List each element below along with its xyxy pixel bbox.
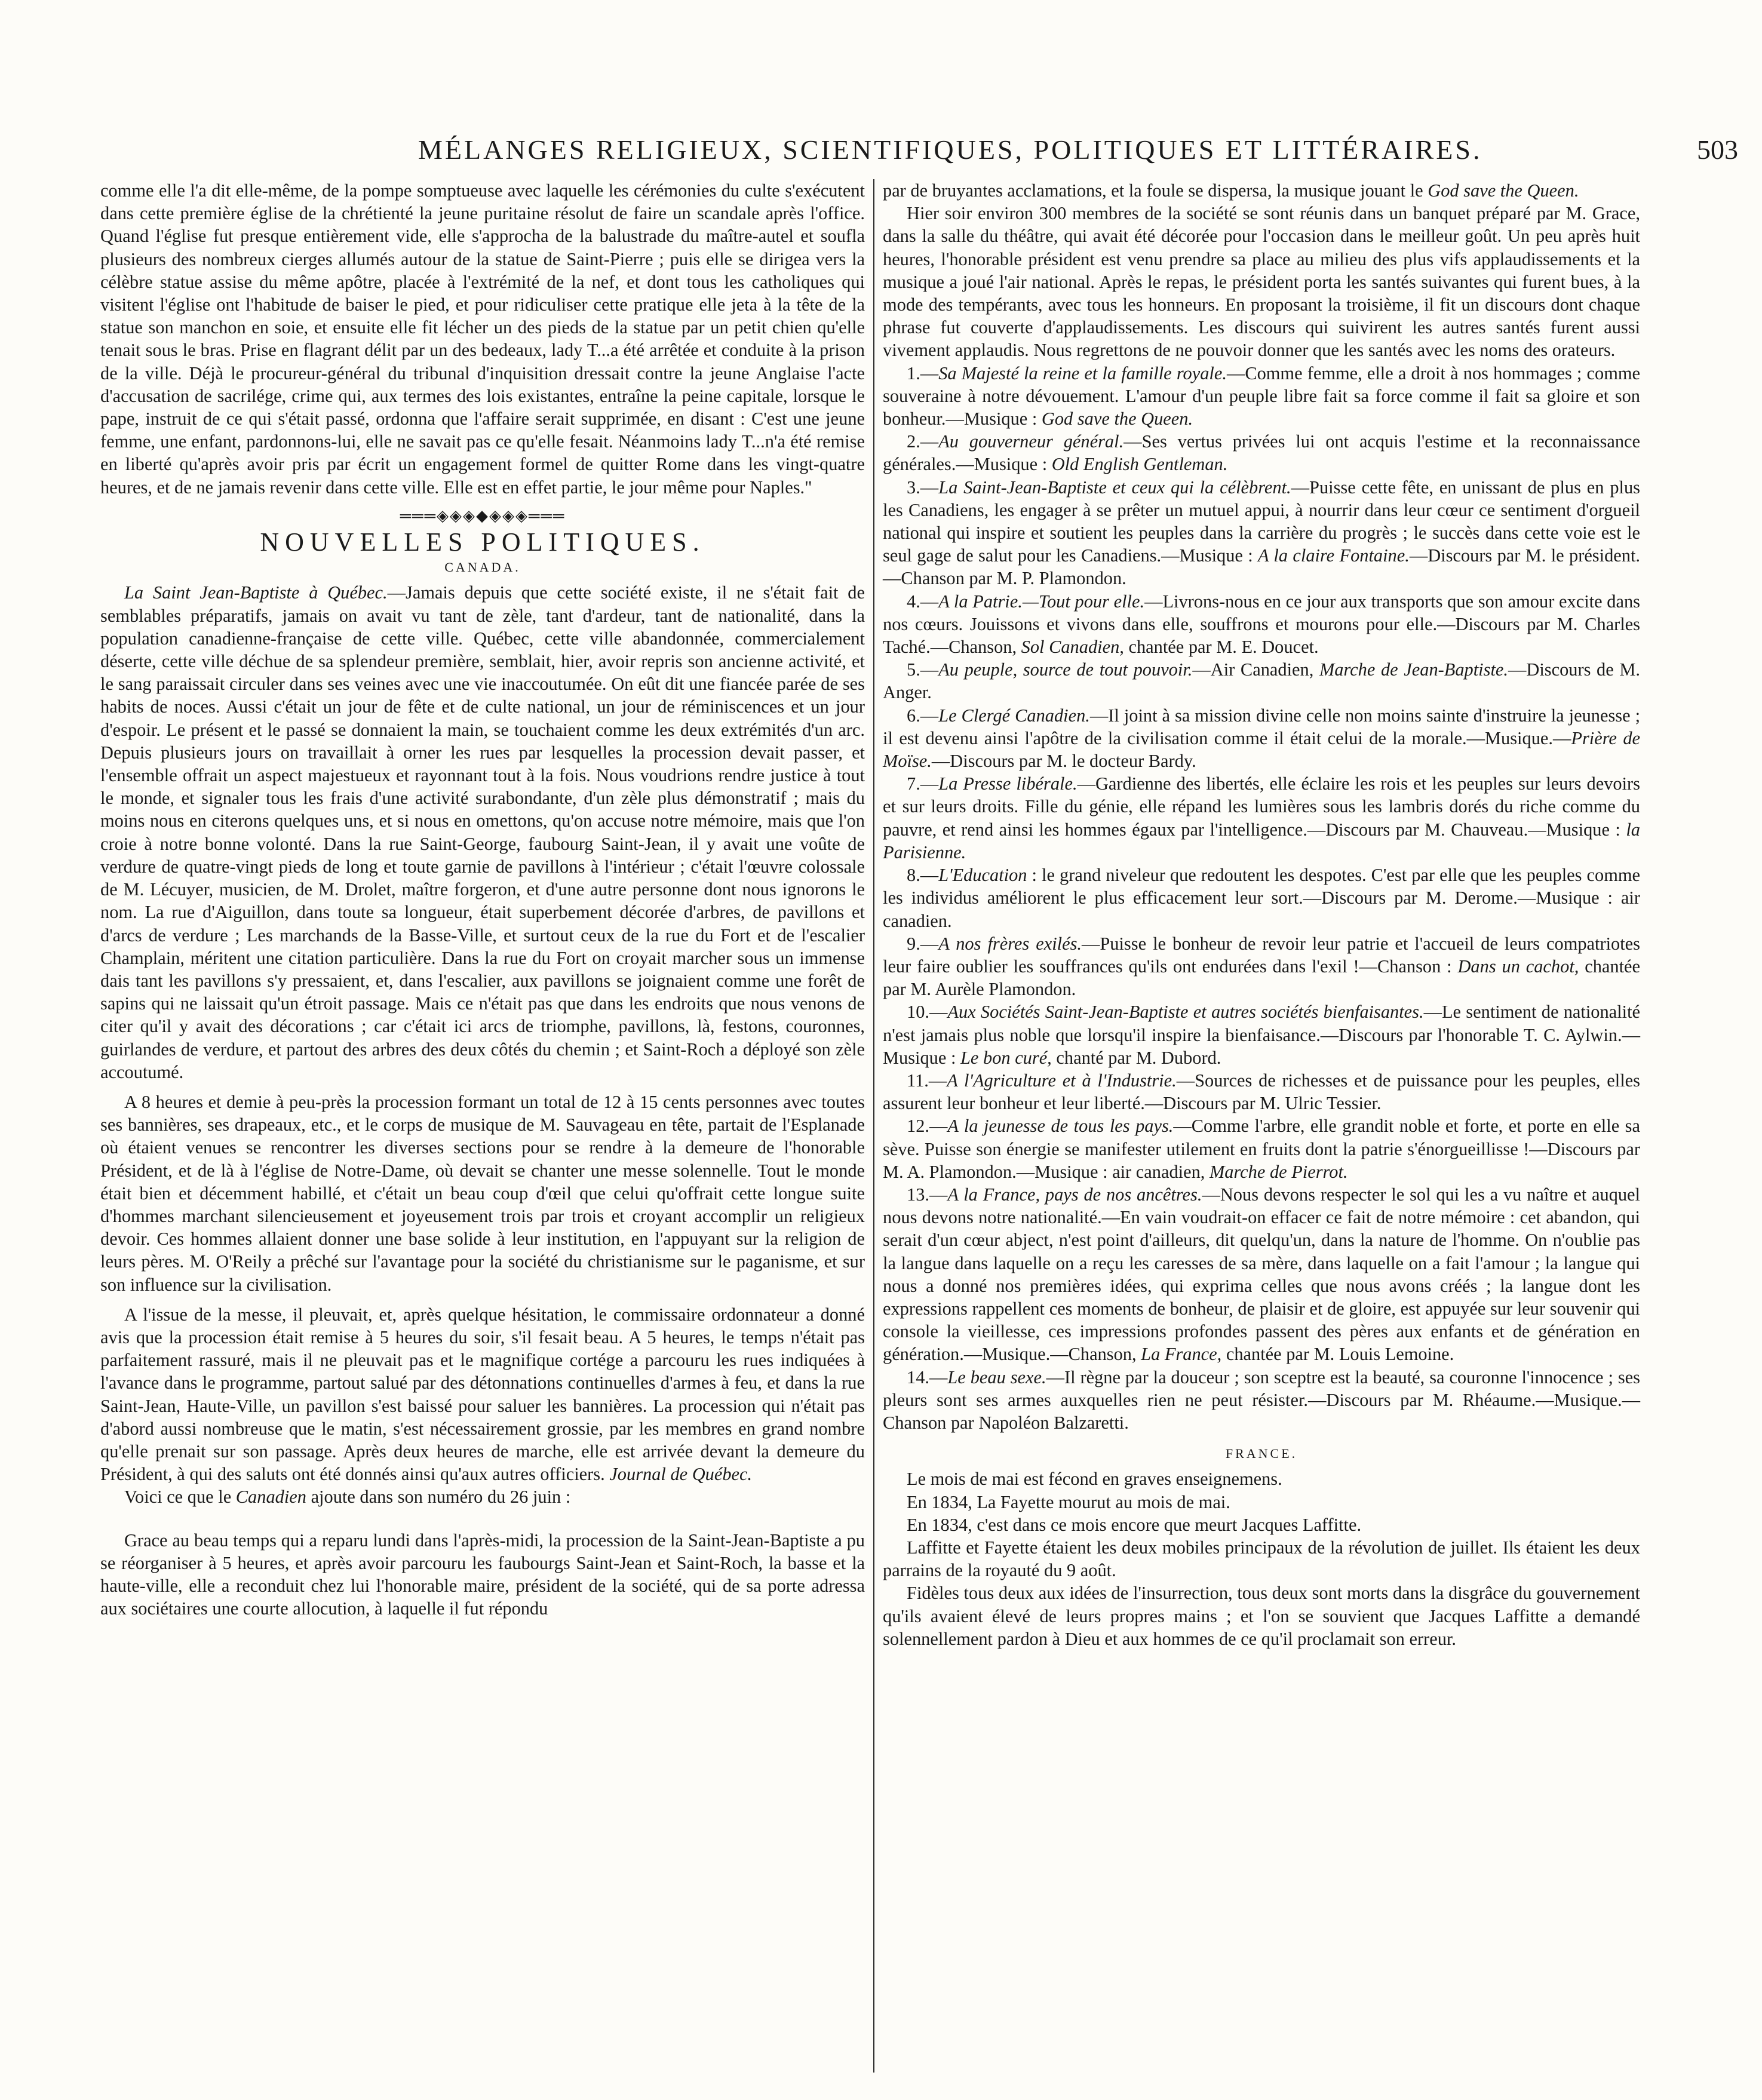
toast-text: —Ses vertus privées lui ont acquis l'estime et la reconnaissance générales.—Musique : <box>883 431 1641 475</box>
toast-title: Sa Majesté la reine et la famille royale. <box>938 363 1227 383</box>
paragraph-banquet: Hier soir environ 300 membres de la société se sont réunis dans un banquet préparé par M. Grace, dans la salle du théâtre, qui avait été décorée pour l'occasion dans le meilleur goût. Un peu après huit heures, l'honorable président est venu prendre sa place au milieu des plus vifs applaudissements et la musique a joué l'air national. Après le repas, le président porta les santés suivantes qui furent bues, à la mode des tempérants, avec tous les honneurs. En proposant la troisième, il fit un discours dont chaque phrase fut couverte d'applaudissements. Les discours qui suivirent les autres santés furent aussi vivement applaudis. Nous regrettons de ne pouvoir donner que les santés avec les noms des orateurs. <box>883 203 1640 361</box>
toast-item <box>883 1069 1640 1115</box>
toast-title: Le beau sexe. <box>947 1367 1046 1387</box>
toast-music-title: Prière de Moïse. <box>883 727 1640 772</box>
toast-text: —Il règne par la douceur ; son sceptre est la beauté, sa couronne l'innocence ; ses pleurs sont ses armes auxquelles rien ne peut résister.—Discours par M. Rhéaume.—Musique.—Chanson par Napoléon Balzaretti. <box>883 1367 1640 1433</box>
toast-title: A la France, pays de nos ancêtres. <box>947 1184 1202 1205</box>
toast-number: 12.— <box>907 1116 948 1137</box>
paragraph-body: —Jamais depuis que cette société existe, il ne s'était fait de semblables préparatifs, jamais on avait vu tant de zèle, tant d'ardeur, tant de nationalité, dans la population canadienne-française de cette ville. Québec, cette ville abandonnée, commercialement déserte, cette ville déchue de sa splendeur première, semblait, hier, avoir repris son ancienne activité, et le sang paraissait circuler dans ses veines avec une vie inaccoutumée. On eût dit une fiancée parée de ses habits de noces. Aussi c'était un jour de fête et de culte national, un jour de réminiscences et un jour d'espoir. Le présent et le passé se donnaient la main, se touchaient comme les deux extrémités d'un arc. Depuis plusieurs jours on travaillait à orner les rues par lesquelles la procession devait passer, et l'ensemble offrait un aspect majestueux et rayonnant tout à la fois. Nous voudrions rendre justice à tout le monde, et signaler tous les frais d'une activité surabondante, d'un zèle plus démonstratif ; mais du moins nous en citerons quelques uns, et si nous en omettons, qu'on accuse notre mémoire, mais que l'on croie à notre bonne volonté. Dans la rue Saint-George, faubourg Saint-Jean, il y avait une voûte de verdure de quatre-vingt pieds de long et toute garnie de pavillons à l'intérieur ; c'était l'œuvre colossale de M. Lécuyer, musicien, de M. Drolet, maître forgeron, et d'une autre personne dont nous ignorons le nom. La rue d'Aiguillon, dans toute sa longueur, était superbement décorée d'arbres, de pavillons et d'arcs de verdure ; Les marchands de la Basse-Ville, et surtout ceux de la rue du Fort et de l'escalier Champlain, méritent une citation particulière. Dans la rue du Fort on croyait marcher sous un immense dais tant les pavillons s'y pressaient, et, dans l'escalier, aux pavillons se joignaient comme une forêt de sapins qui ne laissait qu'un étroit passage. Mais ce n'était pas que dans les endroits que nous venons de citer qu'il y avait des décorations ; car c'était ici arcs de triomphe, pavillons, là, festons, couronnes, guirlandes de verdure, et partout des arbres des deux côtés du chemin ; et Saint-Roch a déployé son zèle accoutumé. <box>100 582 865 1082</box>
toast-item <box>883 658 1640 704</box>
toast-title: A la jeunesse de tous les pays. <box>947 1116 1174 1137</box>
toast-music-title: Old English Gentleman. <box>1051 454 1228 475</box>
toast-text: —Comme l'arbre, elle grandit noble et forte, et porte en elle sa sève. Puisse son énergie se manifester utilement en fruits dont la patrie s'énorgueillisse !—Discours par M. A. Plamondon.—Musique : air canadien, <box>883 1116 1640 1182</box>
france-line: Le mois de mai est fécond en graves enseignemens. <box>907 1469 1282 1490</box>
column-rule <box>873 179 874 2073</box>
newspaper-name: Canadien <box>235 1487 306 1508</box>
paragraph-saint-jean <box>100 581 865 1083</box>
toast-list <box>883 362 1640 1435</box>
paragraph-procession: A 8 heures et demie à peu-près la procession formant un total de 12 à 15 cents personnes avec toutes ses bannières, ses drapeaux, etc., et le corps de musique de M. Sauvageau en tête, partait de l'Esplanade où étaient venues se rencontrer les diverses sections pour se rendre à la demeure de l'honorable Président, et de là à l'église de Notre-Dame, où devait se chanter une messe solennelle. Tout le monde était bien et décemment habillé, et c'était un beau coup d'œil que celui qu'offrait cette longue suite d'hommes marchant silencieusement et joyeusement trois par trois et croyant accomplir un religieux devoir. Ces hommes allaient donner une base solide à leur institution, en l'appuyant sur la religion de leurs pères. M. O'Reily a prêché sur l'avantage pour la société du christianisme sur le paganisme, et sur son influence sur la civilisation. <box>100 1091 865 1295</box>
toast-after: chantée par M. E. Doucet. <box>1123 637 1319 658</box>
toast-number: 2.— <box>907 431 939 452</box>
toast-title: Le Clergé Canadien. <box>938 705 1090 726</box>
toast-text: —Le sentiment de nationalité n'est jamais plus noble que lorsqu'il inspire la bienfaisance.—Discours par l'honorable T. C. Aylwin.—Musique : <box>883 1002 1640 1068</box>
source-attribution: Journal de Québec. <box>609 1464 753 1485</box>
toast-number: 9.— <box>907 933 939 954</box>
toast-text: —Puisse le bonheur de revoir leur patrie et l'accueil de leurs compatriotes leur faire oublier les souffrances qu'ils ont endurées dans l'exil !—Chanson : <box>883 933 1640 977</box>
section-divider-ornament: ═══◈◈◈◆◈◈◈═══ <box>400 506 566 524</box>
toast-number: 8.— <box>907 865 939 886</box>
toast-after: chantée par M. Louis Lemoine. <box>1221 1344 1454 1365</box>
toast-number: 11.— <box>907 1070 947 1091</box>
toast-number: 10.— <box>907 1002 948 1023</box>
toast-music-title: A la claire Fontaine. <box>1258 545 1410 566</box>
toast-after: chanté par M. Dubord. <box>1051 1047 1221 1068</box>
right-column <box>883 179 1640 1650</box>
toast-number: 5.— <box>907 659 939 680</box>
toast-music-title: Le bon curé, <box>960 1047 1052 1068</box>
toast-text: : le grand niveleur que redoutent les despotes. C'est par elle que les peuples comme les individus améliorent le plus efficacement leur sort.—Discours par M. Derome.—Musique : air canadien. <box>883 865 1640 931</box>
running-title: MÉLANGES RELIGIEUX, SCIENTIFIQUES, POLITIQUES ET LITTÉRAIRES. <box>418 134 1482 165</box>
toast-title: A nos frères exilés. <box>938 933 1082 954</box>
france-line: En 1834, La Fayette mourut au mois de mai. <box>907 1491 1230 1512</box>
paragraph-quotation: Grace au beau temps qui a reparu lundi dans l'après-midi, la procession de la Saint-Jean-Baptiste a pu se réorganiser à 5 heures, et après avoir parcouru les faubourgs Saint-Jean et Saint-Roch, la basse et la haute-ville, elle a reconduit chez lui l'honorable maire, président de la société, qui de sa porte adressa aux sociétaires une courte allocution, à laquelle il fut répondu <box>100 1530 865 1619</box>
toast-music-title: Marche de Pierrot. <box>1209 1161 1348 1182</box>
toast-number: 4.— <box>907 591 939 612</box>
page-number: 503 <box>1697 134 1738 165</box>
toast-text: —Livrons-nous en ce jour aux transports que son amour excite dans nos cœurs. Jouissons et vivons dans elle, souffrons et mourons pour elle.—Discours par M. Charles Taché.—Chanson, <box>883 591 1640 658</box>
toast-music-title: God save the Queen. <box>1041 409 1193 429</box>
anthem-title: God save the Queen. <box>1428 180 1579 201</box>
toast-item <box>883 1183 1640 1366</box>
toast-music-title: Sol Canadien, <box>1021 637 1124 658</box>
subsection-france: FRANCE. <box>1225 1446 1298 1462</box>
toast-item <box>883 590 1640 659</box>
toast-after: chantée par M. Aurèle Plamondon. <box>883 956 1641 1000</box>
toast-item <box>883 1115 1640 1183</box>
toast-number: 7.— <box>907 773 939 794</box>
toast-item <box>883 362 1640 431</box>
paragraph-lead: La Saint Jean-Baptiste à Québec. <box>124 582 388 603</box>
toast-music-title: Dans un cachot, <box>1457 956 1579 977</box>
toast-title: Au gouverneur général. <box>938 431 1124 452</box>
toast-title: A la Patrie.—Tout pour elle. <box>938 591 1145 612</box>
toast-number: 1.— <box>907 363 939 383</box>
toast-item <box>883 430 1640 475</box>
paragraph-afternoon <box>100 1303 865 1486</box>
toast-text: —Puisse cette fête, en unissant de plus en plus les Canadiens, les engager à se prêter un mutuel appui, à nourrir dans leur cœur ce sentiment d'orgueil national qui inspire et soutient les peuples dans la carrière du progrès ; le succès dans cette voie est le seul gage de salut pour les Canadiens.—Musique : <box>883 477 1640 566</box>
toast-title: Aux Sociétés Saint-Jean-Baptiste et autres sociétés bienfaisantes. <box>947 1002 1424 1023</box>
toast-music-title: Marche de Jean-Baptiste. <box>1319 659 1508 680</box>
section-title: NOUVELLES POLITIQUES. <box>260 527 705 557</box>
toast-text: —Air Canadien, <box>1192 659 1319 680</box>
subsection-canada: CANADA. <box>444 560 521 575</box>
toast-number: 13.— <box>907 1184 948 1205</box>
left-column <box>100 179 865 1620</box>
toast-item <box>883 932 1640 1001</box>
toast-title: L'Education <box>938 865 1027 886</box>
paragraph-fideles: Fidèles tous deux aux idées de l'insurrection, tous deux sont morts dans la disgrâce du gouvernement qu'ils avaient élevé de leurs propres mains ; et l'on se souvient que Jacques Laffitte a demandé solennellement pardon à Dieu et aux hommes de ce qu'il proclamait son erreur. <box>883 1583 1640 1649</box>
toast-text: —Il joint à sa mission divine celle non moins sainte d'instruire la jeunesse ; il est devenu ainsi l'apôtre de la civilisation comme il était celui de la morale.—Musique.— <box>883 705 1641 748</box>
toast-title: A l'Agriculture et à l'Industrie. <box>947 1070 1177 1091</box>
paragraph-body: A l'issue de la messe, il pleuvait, et, après quelque hésitation, le commissaire ordonnateur a donné avis que la procession était remise à 5 heures du soir, s'il fesait beau. A 5 heures, le temps n'était pas parfaitement rassuré, mais il ne pleuvait pas et le magnifique cortége a parcouru les rues indiquées à l'avance dans le programme, partout salué par des détonnations continuelles d'armes à feu, et dans la rue Saint-Jean, Haute-Ville, un pavillon s'est baissé pour saluer les bannières. La procession qui n'était pas d'abord aussi nombreuse que le matin, s'est nécessairement grossie, par les membres en grand nombre qu'elle prenait sur son passage. Après deux heures de marche, elle est arrivée devant la demeure du Président, à qui des saluts ont été donnés ainsi qu'aux autres officiers. <box>100 1304 865 1485</box>
toast-item <box>883 476 1640 590</box>
toast-item <box>883 1366 1640 1435</box>
toast-item <box>883 1000 1640 1069</box>
toast-text: —Sources de richesses et de puissance pour les peuples, elles assurent leur bonheur et leur liberté.—Discours par M. Ulric Tessier. <box>883 1070 1640 1114</box>
toast-number: 3.— <box>907 477 939 498</box>
toast-number: 14.— <box>907 1367 948 1387</box>
article-continuation: comme elle l'a dit elle-même, de la pompe somptueuse avec laquelle les cérémonies du culte s'exécutent dans cette première église de la chrétienté la jeune puritaine résolut de faire un scandale après l'office. Quand l'église fut presque entièrement vide, elle s'approcha de la balustrade du maître-autel et soufla plusieurs des nombreux cierges allumés autour de la statue de Saint-Pierre ; puis elle se dirigea vers la célèbre statue assise du même apôtre, placée à l'extrémité de la nef, et dont tous les catholiques qui visitent l'église ont l'habitude de baiser le pied, et pour ridiculiser cette pratique elle jeta à la tête de la statue son manchon en soie, et ensuite elle fit lécher un des pieds de la statue par un petit chien qu'elle tenait sous le bras. Prise en flagrant délit par un des bedeaux, lady T...a été arrêtée et conduite à la prison de la ville. Déjà le procureur-général du tribunal d'inquisition dressait contre la jeune Anglaise l'acte d'accusation de sacrilége, crime qui, aux termes des lois existantes, entraîne la peine capitale, lorsque le pape, instruit de ce qui s'était passé, ordonna que l'affaire serait supprimée, en disant : C'est une jeune femme, une enfant, pardonnons-lui, elle ne savait pas ce qu'elle fesait. Néanmoins lady T...n'a été remise en liberté qu'après avoir pris par écrit un engagement formel de quitter Rome dans les vingt-quatre heures, et de ne jamais revenir dans cette ville. Elle est en effet partie, le jour même pour Naples." <box>100 180 865 498</box>
paragraph-canadien-intro: Voici ce que le Canadien ajoute dans son numéro du 26 juin : <box>124 1487 571 1508</box>
toast-text: —Comme femme, elle a droit à nos hommages ; comme souveraine à notre dévouement. L'amour d'un peuple libre fait sa force comme il fait sa gloire et son bonheur.—Musique : <box>883 363 1640 429</box>
toast-music-title: La France, <box>1141 1344 1222 1365</box>
toast-title: La Presse libérale. <box>938 773 1078 794</box>
toast-item <box>883 772 1640 864</box>
toast-title: La Saint-Jean-Baptiste et ceux qui la célèbrent. <box>938 477 1291 498</box>
toast-text: —Nous devons respecter le sol qui les a vu naître et auquel nous devons notre nationalité.—En vain voudrait-on effacer ce fait de notre mémoire : cet abandon, qui serait d'un cœur abject, n'est point d'ailleurs, dit quelqu'un, dans la nature de l'homme. On n'oublie pas la langue dans laquelle on a reçu les caresses de sa mère, dans laquelle on a fait l'amour ; la langue qui nous a donné nos premières idées, qui exprima celles que nous avons créés ; la langue dont les expressions rappellent ces moments de bonheur, de plaisir et de gloire, est appuyée sur leur souvenir qui console la vieillesse, ces impressions profondes passent des pères aux enfants et de génération en génération.—Musique.—Chanson, <box>883 1184 1640 1365</box>
paragraph-continuation: par de bruyantes acclamations, et la foule se dispersa, la musique jouant le God save the Queen. <box>883 180 1579 201</box>
toast-title: Au peuple, source de tout pouvoir. <box>938 659 1193 680</box>
toast-item <box>883 704 1640 773</box>
toast-music-title: la Parisienne. <box>883 819 1640 862</box>
page-header <box>418 134 1738 176</box>
toast-after: —Discours par M. le président.—Chanson par M. P. Plamondon. <box>883 545 1641 589</box>
toast-after: —Discours de M. Anger. <box>883 659 1641 703</box>
toast-item <box>883 864 1640 932</box>
toast-number: 6.— <box>907 705 939 726</box>
france-line: En 1834, c'est dans ce mois encore que meurt Jacques Laffitte. <box>907 1514 1362 1535</box>
paragraph-laffitte: Laffitte et Fayette étaient les deux mobiles principaux de la révolution de juillet. Ils étaient les deux parrains de la royauté du 9 août. <box>883 1537 1640 1581</box>
toast-after: —Discours par M. le docteur Bardy. <box>931 751 1196 772</box>
toast-text: —Gardienne des libertés, elle éclaire les rois et les peuples sur leurs devoirs et sur leurs droits. Fille du génie, elle répand les lumières sous les lambris dorés du riche comme du pauvre, et rend ainsi les hommes égaux par l'intelligence.—Discours par M. Chauveau.—Musique : <box>883 773 1640 840</box>
